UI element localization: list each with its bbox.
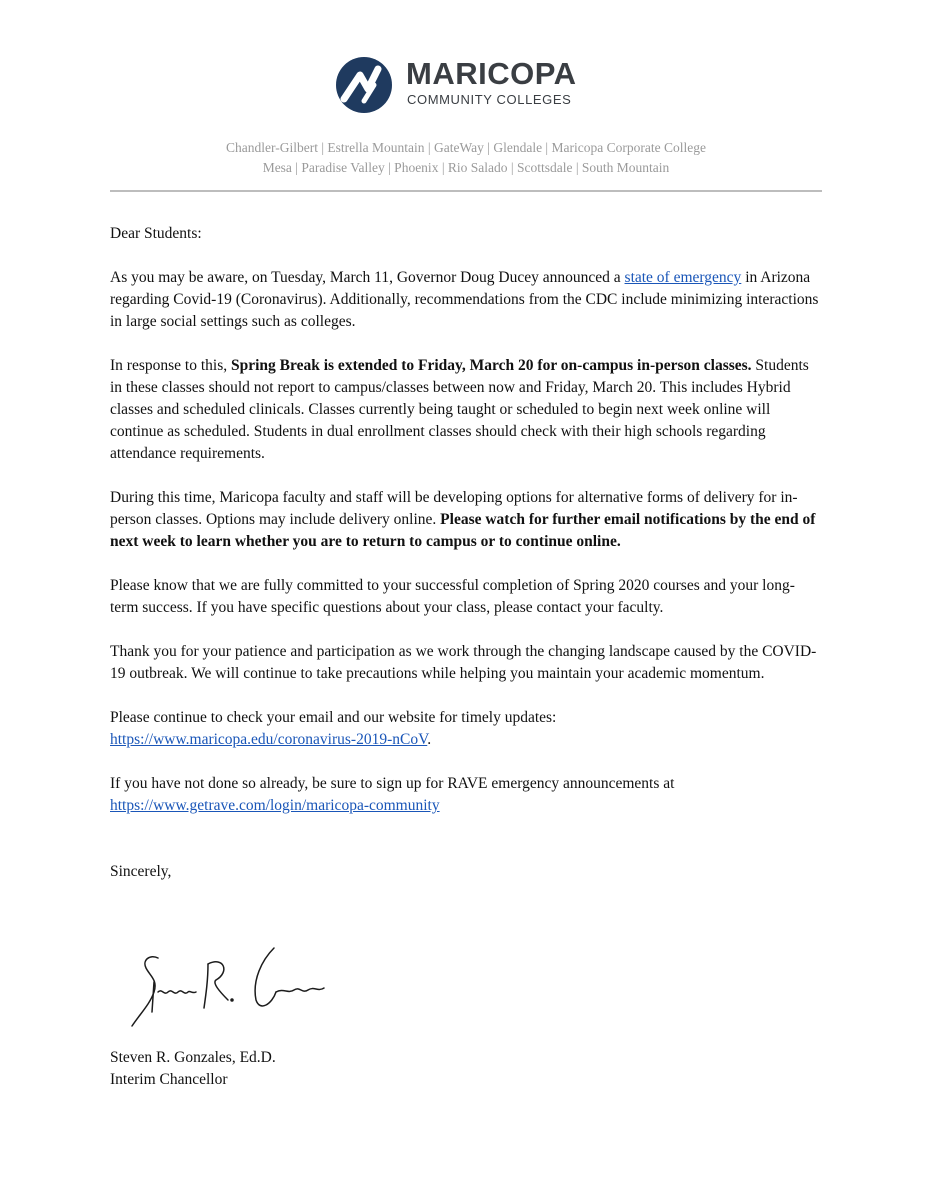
handwritten-signature xyxy=(124,942,329,1032)
paragraph-text: As you may be aware, on Tuesday, March 11, Governor Doug Ducey announced a xyxy=(110,269,625,286)
paragraph-text: in Arizona regarding Covid-19 (Coronavirus). Additionally, recommendations from the CDC include minimizing interactions in large social settings such as colleges. xyxy=(110,269,819,330)
paragraph-text: Thank you for your patience and participation as we work through the changing landscape caused by the COVID-19 outbreak. We will continue to take precautions while helping you maintain your academic momentum. xyxy=(110,643,817,682)
paragraph-updates xyxy=(110,707,822,751)
paragraph-text: Students in these classes should not report to campus/classes between now and Friday, March 20. This includes Hybrid classes and scheduled clinicals. Classes currently being taught or scheduled to begin next week online will continue as scheduled. Students in dual enrollment classes should check with their high schools regarding attendance requirements. xyxy=(110,357,809,462)
logo-name: MARICOPA xyxy=(406,56,577,91)
paragraph-spring-break xyxy=(110,355,822,465)
paragraph-text: During this time, Maricopa faculty and staff will be developing options for alternative forms of delivery for in-person classes. Options may include delivery online. xyxy=(110,489,798,528)
greeting-text: Dear Students: xyxy=(110,225,202,242)
letter-body xyxy=(110,223,822,905)
signer-block xyxy=(110,1047,276,1091)
header-divider xyxy=(110,190,822,192)
rave-signup-link[interactable]: https://www.getrave.com/login/maricopa-community xyxy=(110,797,440,814)
logo-subtitle: COMMUNITY COLLEGES xyxy=(407,92,572,107)
campus-list xyxy=(110,138,822,178)
signer-title: Interim Chancellor xyxy=(110,1071,228,1088)
maricopa-logo xyxy=(334,55,604,117)
spring-break-notice: Spring Break is extended to Friday, March 20 for on-campus in-person classes. xyxy=(230,357,752,374)
paragraph-thanks xyxy=(110,641,822,685)
maricopa-logo-mark-icon xyxy=(334,55,394,115)
signer-name: Steven R. Gonzales, Ed.D. xyxy=(110,1049,276,1066)
paragraph-text: Please know that we are fully committed to your successful completion of Spring 2020 courses and your long-term success. If you have specific questions about your class, please contact your faculty. xyxy=(110,577,795,616)
campus-list-line-1: Chandler-Gilbert | Estrella Mountain | GateWay | Glendale | Maricopa Corporate College xyxy=(226,140,706,155)
email-notification-notice: Please watch for further email notifications by the end of next week to learn whether you are to return to campus or to continue online. xyxy=(110,511,816,550)
state-of-emergency-link[interactable]: state of emergency xyxy=(624,269,742,286)
paragraph-commitment xyxy=(110,575,822,619)
paragraph-text: If you have not done so already, be sure to sign up for RAVE emergency announcements at xyxy=(110,775,675,792)
campus-list-line-2: Mesa | Paradise Valley | Phoenix | Rio Salado | Scottsdale | South Mountain xyxy=(262,160,670,175)
paragraph-text: In response to this, xyxy=(110,357,231,374)
greeting xyxy=(110,223,822,245)
closing-text: Sincerely, xyxy=(110,863,172,880)
maricopa-coronavirus-link[interactable]: https://www.maricopa.edu/coronavirus-2019-nCoV xyxy=(110,731,428,748)
paragraph-text: Please continue to check your email and our website for timely updates: xyxy=(110,709,557,726)
paragraph-rave xyxy=(110,773,822,817)
closing xyxy=(110,861,822,883)
paragraph-emergency xyxy=(110,267,822,333)
paragraph-delivery-options xyxy=(110,487,822,553)
paragraph-text: . xyxy=(427,731,432,748)
